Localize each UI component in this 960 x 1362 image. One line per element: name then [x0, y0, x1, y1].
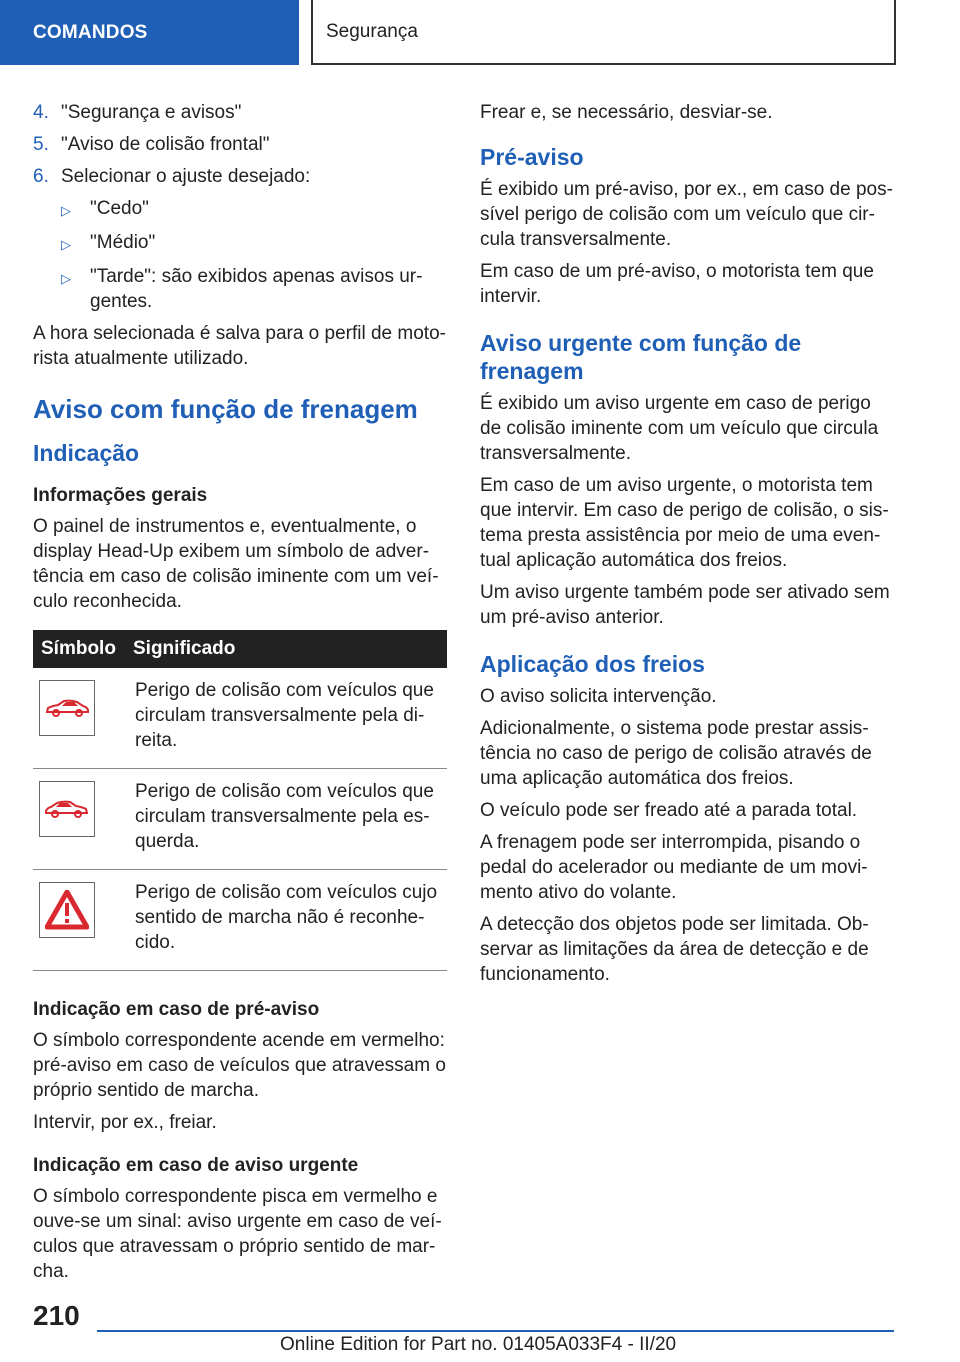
indication-heading: Indicação	[33, 440, 140, 466]
prewarn-action: Intervir, por ex., freiar.	[33, 1112, 217, 1133]
list-item: 6. Selecionar o ajuste desejado:	[33, 166, 311, 187]
prewarn-section-heading: Pré-aviso	[480, 144, 584, 170]
urgent-paragraph: Em caso de um aviso urgente, o motorista tem que intervir. Em caso de perigo de colisão, o sistema presta assistência por meio de uma eventual aplicação automática dos freios.	[480, 475, 889, 571]
table-row: Perigo de colisão com veículos que circulam transversalmente pela esquerda.	[33, 769, 447, 870]
list-item: 5. "Aviso de colisão frontal"	[33, 134, 270, 155]
general-info-text: O painel de instrumentos e, eventualmente, o display Head-Up exibem um símbolo de advertência em caso de colisão iminente com um veículo reconhecida.	[33, 516, 439, 612]
warning-triangle-icon	[39, 882, 95, 938]
general-info-heading: Informações gerais	[33, 485, 208, 506]
left-column	[33, 100, 447, 1291]
triangle-bullet-icon: ▷	[61, 271, 71, 286]
urgent-heading: Indicação em caso de aviso urgente	[33, 1155, 359, 1176]
list-item: 4. "Segurança e avisos"	[33, 102, 242, 123]
footer-divider	[97, 1330, 894, 1332]
intro-text: Frear e, se necessário, desviar-se.	[480, 102, 773, 123]
edition-note: Online Edition for Part no. 01405A033F4 - II/20	[280, 1334, 677, 1355]
option-item: ▷ "Médio"	[33, 230, 447, 257]
section-tab: COMANDOS	[0, 0, 299, 65]
urgent-paragraph: É exibido um aviso urgente em caso de perigo de colisão iminente com um veículo que circula transversalmente.	[480, 393, 879, 464]
urgent-section-heading: Aviso urgente com função de frenagem	[480, 330, 802, 384]
brakes-paragraph: O aviso solicita intervenção.	[480, 686, 717, 707]
table-row: Perigo de colisão com veículos cujo sentido de marcha não é reconhecido.	[33, 870, 447, 971]
prewarn-heading: Indicação em caso de pré-aviso	[33, 999, 320, 1020]
option-item: ▷ "Tarde": são exibidos apenas avisos urgentes.	[61, 266, 423, 312]
brakes-section-heading: Aplicação dos freios	[480, 651, 705, 677]
brakes-paragraph: Adicionalmente, o sistema pode prestar assistência no caso de perigo de colisão através de uma aplicação automática dos freios.	[480, 718, 872, 789]
urgent-paragraph: Um aviso urgente também pode ser ativado sem um pré-aviso anterior.	[480, 582, 890, 628]
symbol-table	[33, 630, 447, 971]
triangle-bullet-icon: ▷	[61, 237, 71, 252]
triangle-bullet-icon: ▷	[61, 203, 71, 218]
section-title: Segurança	[311, 0, 896, 65]
prewarn-paragraph: Em caso de um pré-aviso, o motorista tem que intervir.	[480, 261, 874, 307]
table-row: Perigo de colisão com veículos que circulam transversalmente pela direita.	[33, 668, 447, 769]
right-column	[480, 100, 894, 994]
brakes-paragraph: A frenagem pode ser interrompida, pisando o pedal do acelerador ou mediante de um movimento ativo do volante.	[480, 832, 868, 903]
car-left-icon	[39, 781, 95, 837]
table-header-meaning: Significado	[125, 630, 447, 668]
brakes-paragraph: A detecção dos objetos pode ser limitada. Observar as limitações da área de detecção e de funcionamento.	[480, 914, 869, 985]
prewarn-paragraph: É exibido um pré-aviso, por ex., em caso de possível perigo de colisão com um veículo que circula transversalmente.	[480, 179, 893, 250]
prewarn-text: O símbolo correspondente acende em vermelho: pré-aviso em caso de veículos que atravessam o próprio sentido de marcha.	[33, 1030, 446, 1101]
urgent-text: O símbolo correspondente pisca em vermelho e ouve-se um sinal: aviso urgente em caso de veículos que atravessam o próprio sentido de marcha.	[33, 1186, 442, 1282]
main-heading: Aviso com função de frenagem	[33, 394, 418, 424]
car-right-icon	[39, 680, 95, 736]
brakes-paragraph: O veículo pode ser freado até a parada total.	[480, 800, 858, 821]
saved-note: A hora selecionada é salva para o perfil de motorista atualmente utilizado.	[33, 323, 446, 369]
table-header-symbol: Símbolo	[33, 630, 125, 668]
option-item: ▷ "Cedo"	[33, 196, 447, 223]
page-number: 210	[33, 1300, 80, 1331]
